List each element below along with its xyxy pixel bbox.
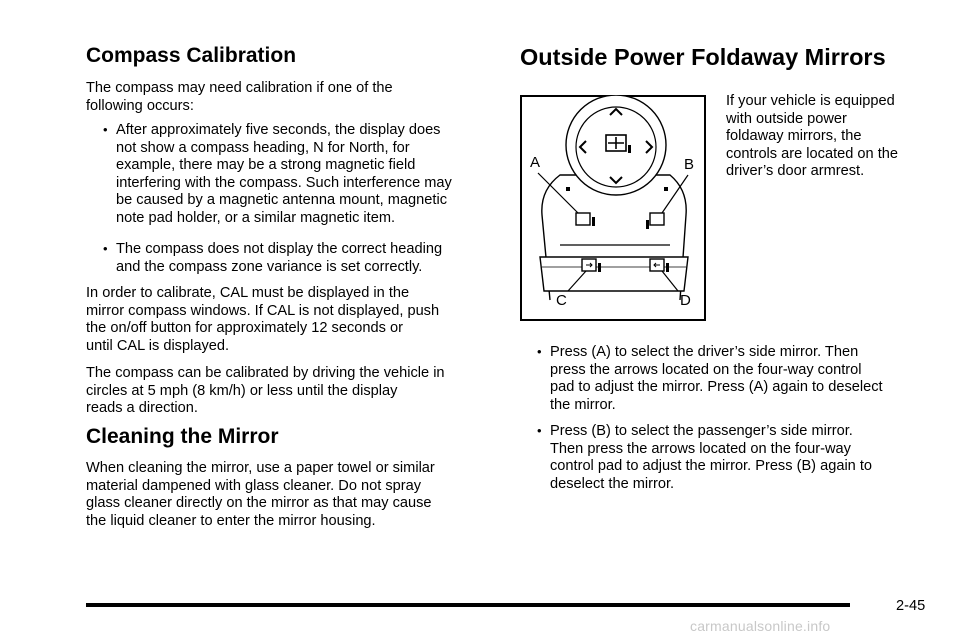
foldaway-bullet-a <box>550 344 883 414</box>
text-line: material dampened with glass cleaner. Do not spray <box>86 477 422 494</box>
text-line: In order to calibrate, CAL must be displayed in the <box>86 285 410 301</box>
bullet-icon: • <box>537 423 542 438</box>
label-b: B <box>684 156 695 173</box>
compass-driving-paragraph <box>86 365 445 418</box>
page-number: 2-45 <box>896 598 926 614</box>
footer-rule <box>86 603 850 607</box>
dot-mark <box>664 187 668 191</box>
cleaning-paragraph <box>86 460 435 530</box>
text-line: and the compass zone variance is set correctly. <box>116 258 423 275</box>
cleaning-mirror-heading: Cleaning the Mirror <box>86 425 279 448</box>
text-line: example, there may be a strong magnetic field <box>116 157 416 174</box>
text-line: pad to adjust the mirror. Press (A) again to deselect <box>550 379 883 396</box>
text-line: following occurs: <box>86 97 194 114</box>
text-line: note pad holder, or a similar magnetic item. <box>116 209 396 226</box>
text-line: the liquid cleaner to enter the mirror housing. <box>86 512 376 529</box>
text-line: until CAL is displayed. <box>86 337 230 354</box>
dot-mark <box>566 187 570 191</box>
text-line: foldaway mirrors, the <box>726 128 862 145</box>
text-line: not show a compass heading, N for North, for <box>116 139 410 156</box>
button-b-passenger-mirror[interactable] <box>650 213 664 225</box>
indicator-mark <box>666 263 669 272</box>
text-line: Press (B) to select the passenger’s side mirror. <box>550 423 853 439</box>
text-line: be caused by a magnetic antenna mount, magnetic <box>116 192 448 209</box>
compass-calibrate-paragraph <box>86 285 439 355</box>
compass-bullet-1 <box>116 122 452 228</box>
text-line: Then press the arrows located on the four-way <box>550 440 851 457</box>
text-line: driver’s door armrest. <box>726 163 865 180</box>
label-d: D <box>680 292 691 309</box>
text-line: Press (A) to select the driver’s side mirror. Then <box>550 344 859 360</box>
mirror-control-drawing <box>520 95 706 321</box>
indicator-mark <box>598 263 601 272</box>
label-c: C <box>556 292 567 309</box>
text-line: After approximately five seconds, the display does <box>116 122 441 138</box>
text-line: control pad to adjust the mirror. Press (B) again to <box>550 458 873 475</box>
text-line: controls are located on the <box>726 145 898 162</box>
text-line: The compass can be calibrated by driving the vehicle in <box>86 365 445 381</box>
text-line: glass cleaner directly on the mirror as that may cause <box>86 495 432 512</box>
text-line: the mirror. <box>550 396 616 413</box>
text-line: The compass does not display the correct heading <box>116 241 443 257</box>
text-line: mirror compass windows. If CAL is not displayed, push <box>86 302 440 319</box>
foldaway-intro-paragraph <box>726 93 898 181</box>
indicator-mark <box>592 217 595 226</box>
bullet-icon: • <box>103 122 108 137</box>
indicator-mark <box>646 220 649 229</box>
compass-bullet-2 <box>116 241 442 276</box>
text-line: interfering with the compass. Such interference may <box>116 174 452 191</box>
compass-intro-paragraph <box>86 80 393 115</box>
lower-switch-panel <box>540 257 688 291</box>
text-line: If your vehicle is equipped <box>726 93 895 109</box>
compass-calibration-heading: Compass Calibration <box>86 44 297 67</box>
button-a-driver-mirror[interactable] <box>576 213 590 225</box>
text-line: with outside power <box>726 110 847 127</box>
bullet-icon: • <box>103 241 108 256</box>
text-line: deselect the mirror. <box>550 475 675 492</box>
text-line: press the arrows located on the four-way control <box>550 361 862 378</box>
text-line: circles at 5 mph (8 km/h) or less until the display <box>86 382 398 399</box>
bullet-icon: • <box>537 344 542 359</box>
watermark-logo: carmanualsonline.info <box>690 618 831 634</box>
text-line: The compass may need calibration if one of the <box>86 80 393 96</box>
label-a: A <box>530 154 541 171</box>
text-line: reads a direction. <box>86 400 198 417</box>
foldaway-mirrors-heading: Outside Power Foldaway Mirrors <box>520 44 886 70</box>
mirror-controls-illustration <box>520 95 706 321</box>
text-line: When cleaning the mirror, use a paper towel or similar <box>86 460 435 476</box>
foldaway-bullet-b <box>550 423 872 493</box>
text-line: the on/off button for approximately 12 seconds or <box>86 320 403 337</box>
indicator-mark <box>628 145 631 153</box>
